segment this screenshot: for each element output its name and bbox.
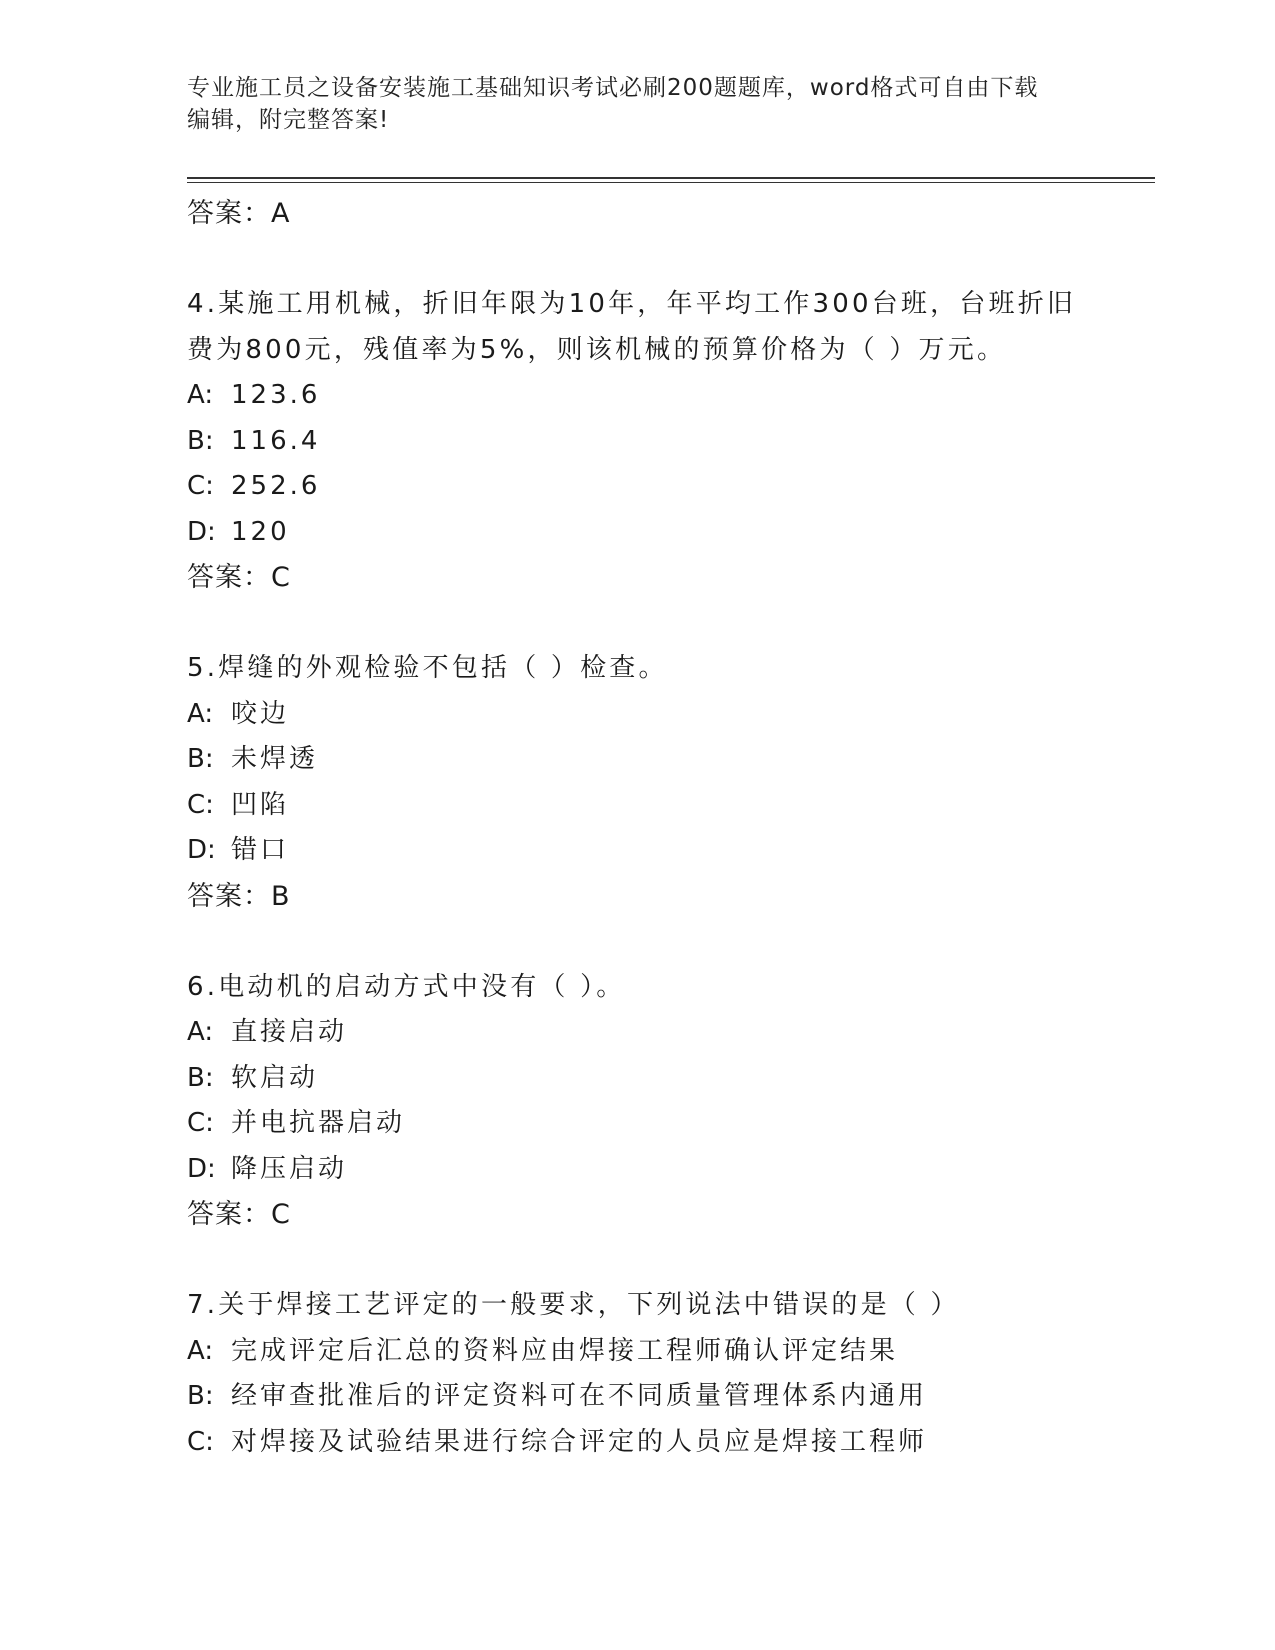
option-a — [187, 373, 1147, 419]
option-label: A: — [187, 1335, 214, 1366]
option-label: D: — [187, 516, 216, 547]
option-text: 120 — [231, 516, 290, 547]
option-label: B: — [187, 1062, 214, 1093]
header-divider-thick — [187, 177, 1155, 179]
question-6 — [187, 965, 1147, 1238]
question-stem: 4.某施工用机械，折旧年限为10年，年平均工作300台班，台班折旧 — [187, 289, 1077, 319]
option-label: C: — [187, 471, 214, 501]
option-label: A: — [187, 380, 214, 410]
option-text: 123.6 — [231, 380, 321, 410]
option-c — [187, 783, 1147, 829]
option-label: B: — [187, 744, 214, 774]
spacer — [187, 919, 1147, 965]
option-b — [187, 737, 1147, 783]
option-b — [187, 1374, 1147, 1420]
option-label: A: — [187, 698, 214, 729]
option-c — [187, 464, 1147, 510]
spacer — [187, 1238, 1147, 1284]
option-text: 直接启动 — [231, 1017, 348, 1047]
option-c — [187, 1420, 1147, 1466]
option-label: D: — [187, 835, 216, 865]
option-c — [187, 1101, 1147, 1147]
header-divider-thin — [187, 182, 1155, 183]
answer-line: 答案：C — [187, 1199, 291, 1230]
option-label: B: — [187, 425, 214, 456]
option-text: 降压启动 — [231, 1153, 348, 1184]
spacer — [187, 237, 1147, 283]
header-line-2: 编辑，附完整答案! — [187, 107, 390, 133]
option-text: 咬边 — [231, 698, 290, 729]
question-list — [187, 191, 1147, 1465]
option-label: B: — [187, 1381, 214, 1411]
document-header — [187, 72, 1087, 136]
option-text: 并电抗器启动 — [231, 1108, 406, 1138]
question-stem: 7.关于焊接工艺评定的一般要求，下列说法中错误的是（ ） — [187, 1290, 960, 1320]
option-d — [187, 1147, 1147, 1193]
option-d — [187, 510, 1147, 556]
option-label: D: — [187, 1153, 216, 1184]
option-text: 252.6 — [231, 471, 321, 501]
option-text: 经审查批准后的评定资料可在不同质量管理体系内通用 — [231, 1381, 928, 1411]
question-stem-continued: 费为800元，残值率为5%，则该机械的预算价格为（ ）万元。 — [187, 334, 1007, 365]
question-5 — [187, 646, 1147, 919]
answer-line: 答案：C — [187, 562, 291, 593]
option-label: C: — [187, 789, 214, 820]
option-b — [187, 1056, 1147, 1102]
question-stem: 5.焊缝的外观检验不包括（ ）检查。 — [187, 653, 668, 683]
option-label: C: — [187, 1426, 214, 1457]
option-a — [187, 1010, 1147, 1056]
answer-line: 答案：B — [187, 880, 291, 912]
option-text: 凹陷 — [231, 789, 290, 820]
spacer — [187, 601, 1147, 647]
option-label: A: — [187, 1017, 214, 1047]
option-text: 对焊接及试验结果进行综合评定的人员应是焊接工程师 — [231, 1426, 928, 1457]
option-label: C: — [187, 1108, 214, 1138]
question-4 — [187, 282, 1147, 601]
option-text: 完成评定后汇总的资料应由焊接工程师确认评定结果 — [231, 1335, 899, 1366]
option-b — [187, 419, 1147, 465]
option-text: 软启动 — [231, 1062, 319, 1093]
option-a — [187, 1329, 1147, 1375]
option-text: 未焊透 — [231, 744, 319, 774]
header-line-1: 专业施工员之设备安装施工基础知识考试必刷200题题库，word格式可自由下载 — [187, 75, 1039, 101]
question-stem: 6.电动机的启动方式中没有（ ）。 — [187, 971, 626, 1002]
option-a — [187, 692, 1147, 738]
answer-line: 答案：A — [187, 198, 291, 229]
option-text: 116.4 — [231, 425, 321, 456]
option-text: 错口 — [231, 835, 290, 865]
option-d — [187, 828, 1147, 874]
question-7 — [187, 1283, 1147, 1465]
